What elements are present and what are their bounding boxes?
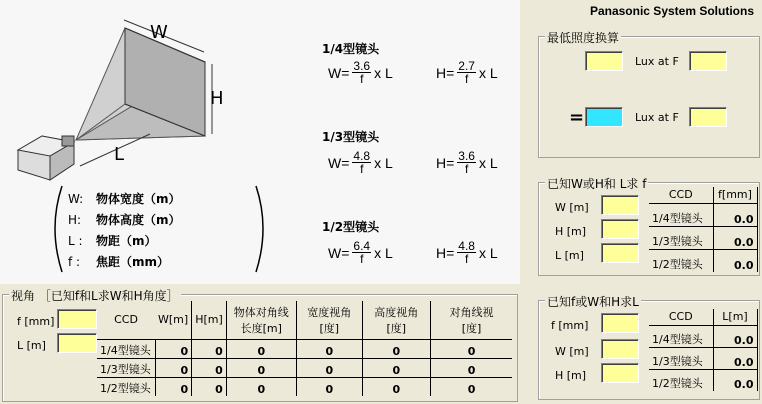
label-w: W <box>150 22 168 43</box>
height-angle-header: 高度视角 [度] <box>362 301 430 339</box>
f-input[interactable] <box>57 309 97 329</box>
formula-h-quarter: H= $\frac{2.7}{f}$ x L <box>436 59 498 86</box>
height-angle-value: 0 <box>362 377 430 396</box>
formula-w-half: W= $\frac{6.4}{f}$ x L <box>328 239 393 266</box>
ccd-cell: 1/2型镜头 <box>649 369 713 391</box>
brand-title: Panasonic System Solutions <box>589 4 754 18</box>
f-value: 0.0 <box>713 226 757 249</box>
view-angle-table <box>97 301 512 396</box>
h-header: H[m] <box>192 301 227 339</box>
ccd-cell: 1/4型镜头 <box>97 339 155 358</box>
l-value: 0.0 <box>713 325 757 347</box>
w-input[interactable] <box>601 195 639 215</box>
formula-w-third: W= $\frac{4.8}{f}$ x L <box>328 149 393 176</box>
h-value: 0 <box>192 377 227 396</box>
width-angle-value: 0 <box>296 358 362 377</box>
camera-icon <box>18 136 74 180</box>
f-value: 0.0 <box>713 203 757 226</box>
ccd-cell: 1/3型镜头 <box>97 358 155 377</box>
view-angle-title: 视角 ［已知f和L求W和H角度］ <box>11 289 179 303</box>
table-row <box>97 377 512 396</box>
f-label: f [mm] <box>17 315 55 328</box>
min-lux-title: 最低照度换算 <box>547 31 620 45</box>
table-row <box>97 358 512 377</box>
formula-h-third: H= $\frac{3.6}{f}$ x L <box>436 149 498 176</box>
w-value: 0 <box>155 358 192 377</box>
label-h: H <box>210 88 224 109</box>
legend-width: W: 物体宽度（m） <box>68 192 181 206</box>
ccd-header: CCD <box>649 309 713 325</box>
lens-title-quarter: 1/4型镜头 <box>322 42 380 56</box>
l-label: L [m] <box>555 249 584 262</box>
find-f-group <box>538 177 760 276</box>
table-row <box>649 249 757 272</box>
height-angle-value: 0 <box>362 339 430 358</box>
w-input[interactable] <box>601 339 639 359</box>
ccd-header: CCD <box>649 187 713 203</box>
lux-input-1[interactable] <box>585 51 623 71</box>
diagonal-length-value: 0 <box>226 377 296 396</box>
f-header: f[mm] <box>713 187 757 203</box>
f-value: 0.0 <box>713 249 757 272</box>
table-row <box>649 226 757 249</box>
ccd-cell: 1/4型镜头 <box>649 325 713 347</box>
w-header: W[m] <box>155 301 192 339</box>
h-input[interactable] <box>601 363 639 383</box>
l-input[interactable] <box>601 243 639 263</box>
diagram-panel <box>0 0 520 284</box>
w-label: W [m] <box>555 201 589 214</box>
table-row <box>649 203 757 226</box>
l-value: 0.0 <box>713 347 757 369</box>
find-l-table <box>649 309 758 391</box>
l-label: L [m] <box>17 339 46 352</box>
formula-w-quarter: W= $\frac{3.6}{f}$ x L <box>328 59 393 86</box>
f-input[interactable] <box>601 313 639 333</box>
w-label: W [m] <box>555 345 589 358</box>
h-label: H [m] <box>555 225 587 238</box>
legend-height: H: 物体高度（m） <box>68 213 181 227</box>
l-value: 0.0 <box>713 369 757 391</box>
ccd-cell: 1/3型镜头 <box>649 226 713 249</box>
w-value: 0 <box>155 339 192 358</box>
h-label: H [m] <box>555 369 587 382</box>
lux-at-f-label-1: Lux at F <box>635 55 679 68</box>
h-value: 0 <box>192 339 227 358</box>
diagonal-angle-value: 0 <box>430 358 512 377</box>
ccd-cell: 1/4型镜头 <box>649 203 713 226</box>
find-f-title: 已知W或H和 L求 f <box>547 177 647 191</box>
find-l-group <box>538 295 760 400</box>
w-value: 0 <box>155 377 192 396</box>
ccd-cell: 1/3型镜头 <box>649 347 713 369</box>
ccd-cell: 1/2型镜头 <box>97 377 155 396</box>
height-angle-value: 0 <box>362 358 430 377</box>
lux-result <box>585 107 623 127</box>
width-angle-value: 0 <box>296 377 362 396</box>
min-lux-group <box>538 31 760 158</box>
width-angle-value: 0 <box>296 339 362 358</box>
f-number-input-1[interactable] <box>689 51 727 71</box>
diagonal-angle-value: 0 <box>430 339 512 358</box>
table-row <box>649 369 757 391</box>
view-angle-group <box>2 289 518 402</box>
h-input[interactable] <box>601 219 639 239</box>
diagonal-angle-value: 0 <box>467 383 476 396</box>
width-angle-header: 宽度视角 [度] <box>296 301 362 339</box>
l-input[interactable] <box>57 333 97 353</box>
diagonal-angle-header: 对角线视 [度] <box>430 301 512 339</box>
table-row <box>97 339 512 358</box>
lux-at-f-label-2: Lux at F <box>635 111 679 124</box>
label-l: L <box>114 144 125 165</box>
legend-distance: L : 物距（m） <box>68 234 157 248</box>
table-row <box>649 347 757 369</box>
diagonal-length-value: 0 <box>226 358 296 377</box>
ccd-header: CCD <box>97 301 155 339</box>
table-row <box>649 325 757 347</box>
legend-focal-length: f : 焦距（mm） <box>68 255 170 269</box>
lens-title-half: 1/2型镜头 <box>322 220 380 234</box>
ccd-cell: 1/2型镜头 <box>649 249 713 272</box>
lens-title-third: 1/3型镜头 <box>322 130 380 144</box>
find-l-title: 已知f或W和H求L <box>547 295 639 309</box>
formula-h-half: H= $\frac{4.8}{f}$ x L <box>436 239 498 266</box>
f-number-input-2[interactable] <box>689 107 727 127</box>
h-value: 0 <box>192 358 227 377</box>
l-header: L[m] <box>713 309 757 325</box>
find-f-table <box>649 187 758 272</box>
f-label: f [mm] <box>551 319 589 332</box>
diagonal-length-header: 物体对角线 长度[m] <box>226 301 296 339</box>
equals-sign: = <box>569 107 585 128</box>
diagonal-length-value: 0 <box>226 339 296 358</box>
